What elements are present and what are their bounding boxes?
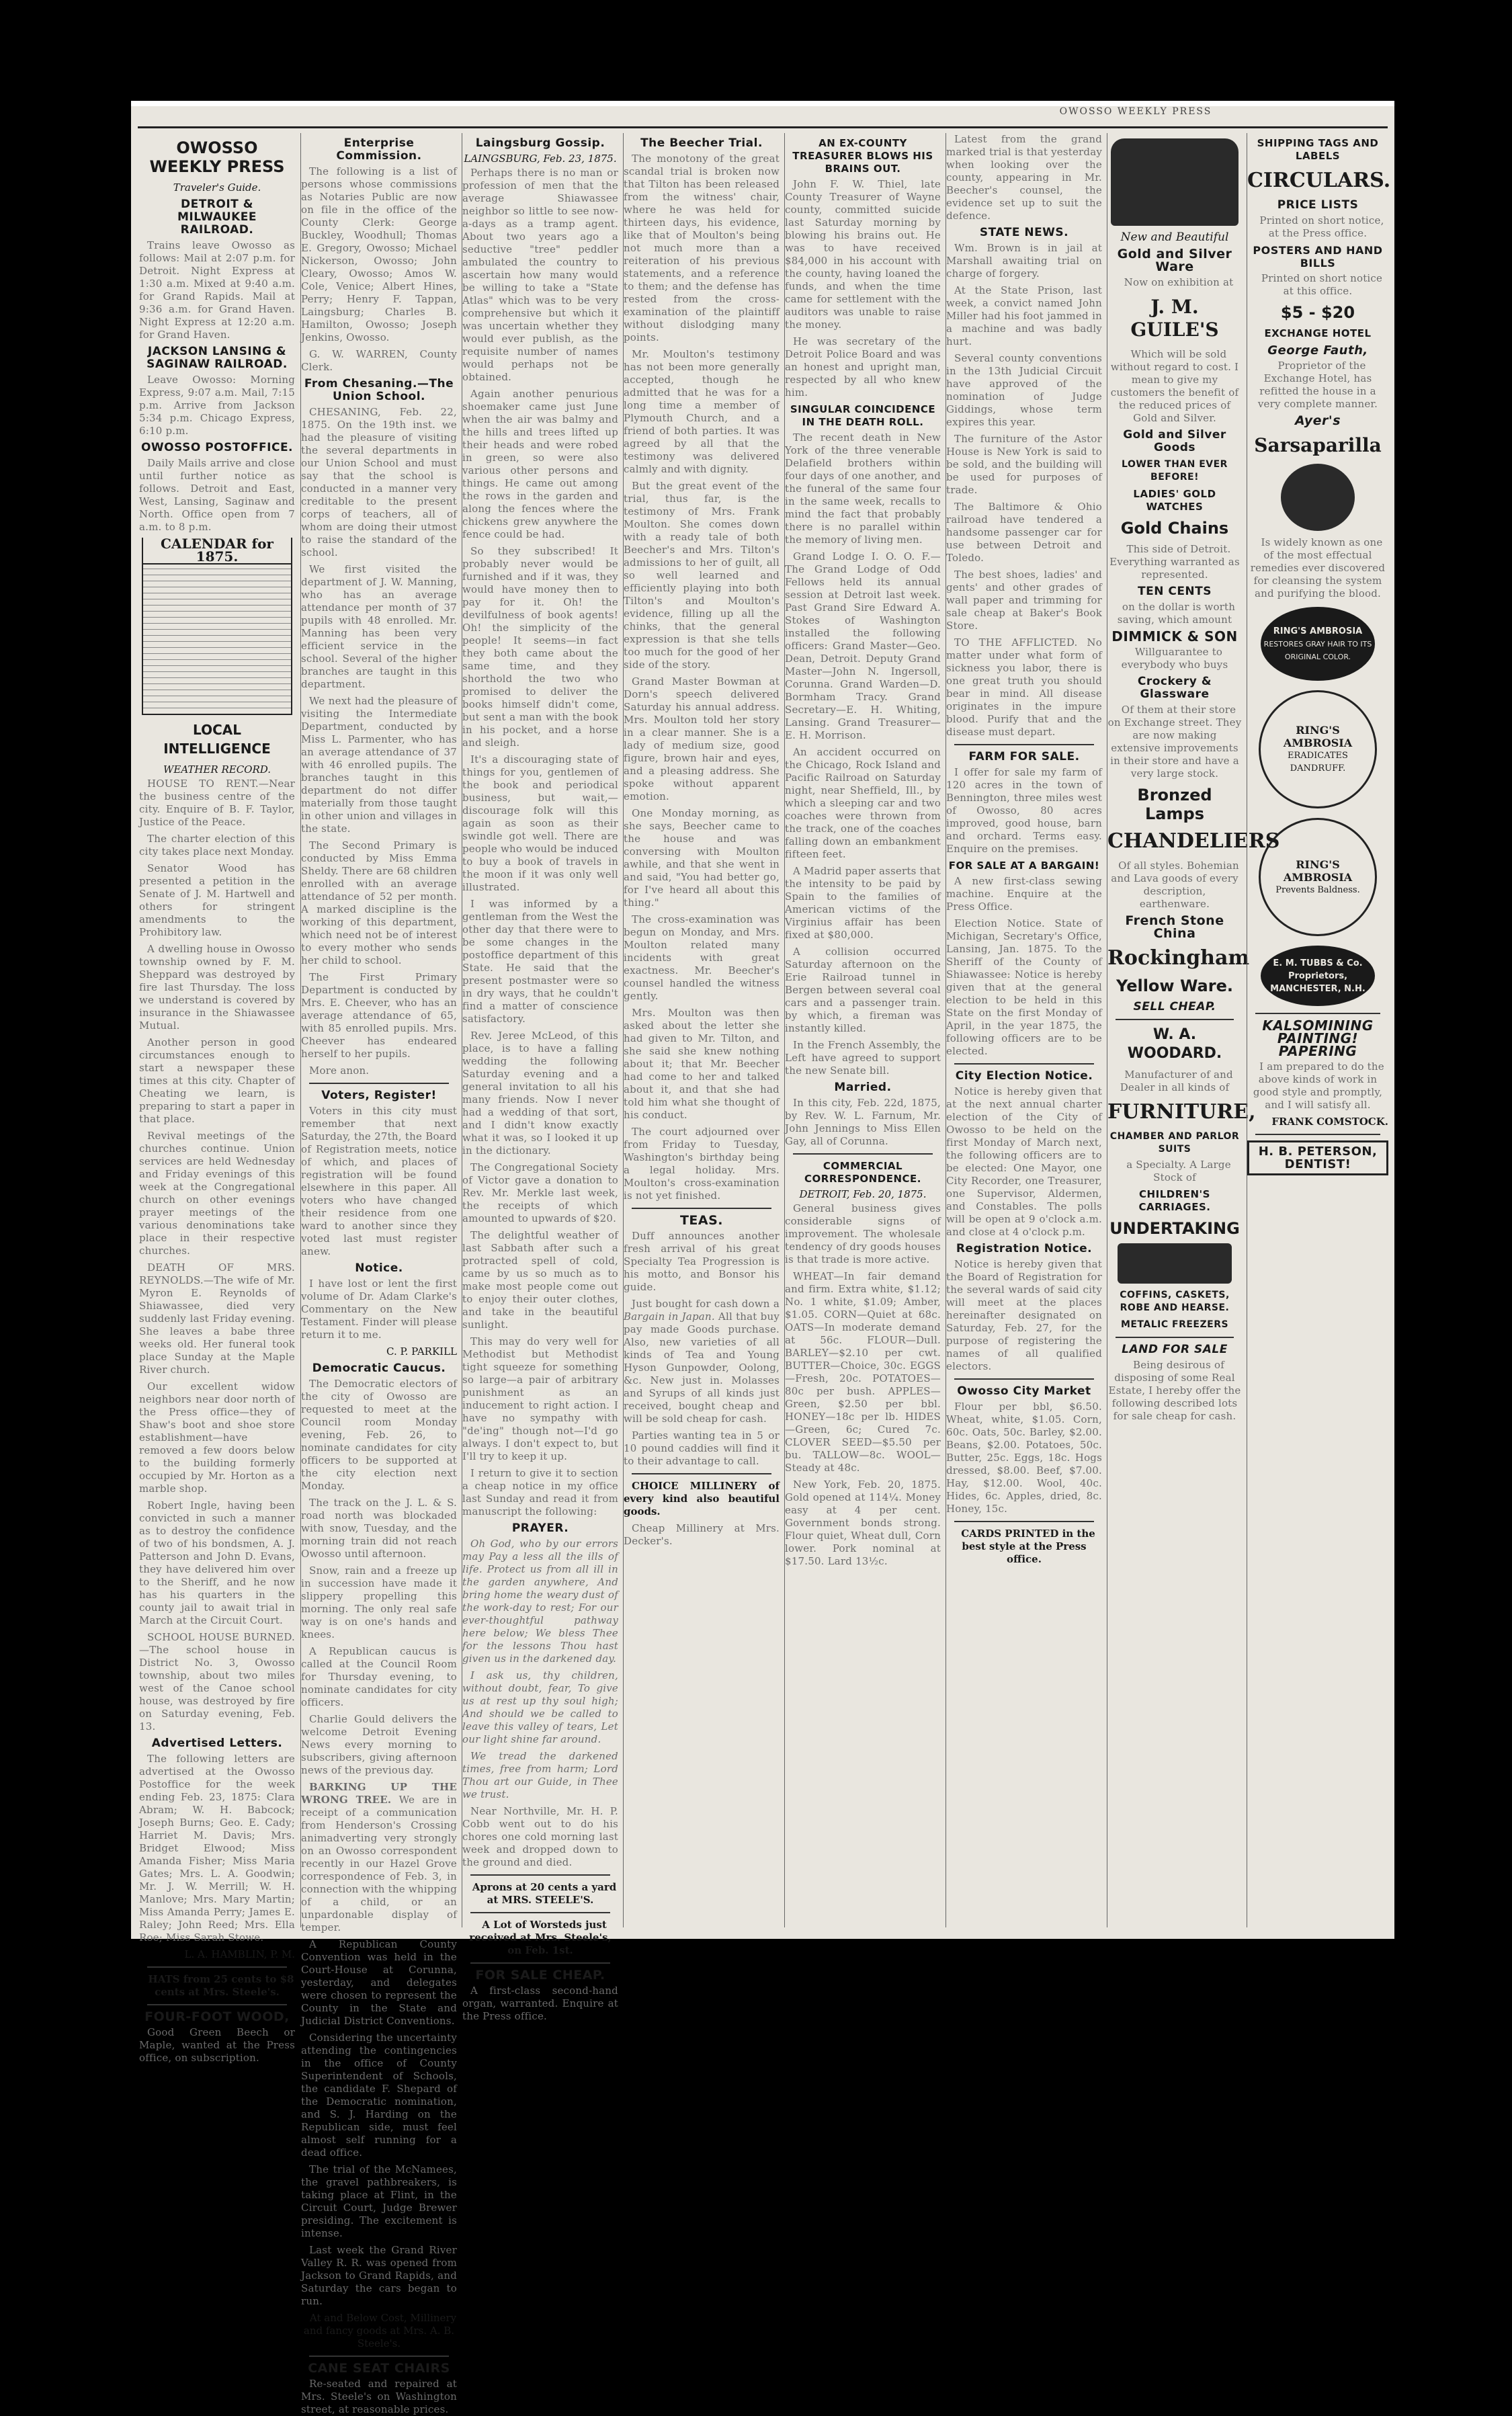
- laingsburg-gossip: Laingsburg Gossip.: [475, 136, 605, 150]
- commercial-corresp: COMMERCIAL CORRESPONDENCE.: [804, 1160, 921, 1185]
- circulars: CIRCULARS.: [1247, 169, 1391, 192]
- gold-chains: Gold Chains: [1120, 519, 1229, 538]
- scan-edge: [131, 101, 1394, 106]
- crockery: Crockery & Glassware: [1137, 675, 1212, 701]
- voters-register: Voters, Register!: [321, 1089, 437, 1102]
- stone-china: French Stone China: [1125, 913, 1224, 941]
- post-office: OWOSSO POSTOFFICE.: [140, 441, 294, 454]
- aprons-ad: Aprons at 20 cents a yard at MRS. STEELE'S.: [472, 1881, 617, 1906]
- rr-detroit-milwaukee: DETROIT & MILWAUKEE RAILROAD.: [177, 198, 257, 237]
- top-rule: [138, 126, 1388, 128]
- cost-notice: At and Below Cost, Millinery and fancy goods at Mrs. A. B. Steele's.: [303, 2312, 457, 2349]
- local-intelligence: LOCAL INTELLIGENCE: [163, 722, 271, 757]
- married: Married.: [834, 1081, 892, 1094]
- treasurer-headline: AN EX-COUNTY TREASURER BLOWS HIS BRAINS OUT.: [792, 137, 933, 175]
- prayer: PRAYER.: [511, 1522, 569, 1535]
- column-6: Latest from the grand marked trial is that yesterday when looking over the county, appearing in Mr. Beecher's counsel, the evidence set up to suit the defence. STATE NEWS. Wm. Brown is in jail at Marshall awaiting trial on charge of forgery. At the State Prison, last week, a convict named John Miller had his foot jammed in a machine and was badly hurt. Several county conventions in the 13th Judicial Circuit have approved of the nomination of Judge Giddings, whose term expires this year. The furniture of the Astor House is New York is said to be sold, and the building will be used for purposes of trade. The Baltimore & Ohio railroad have tendered a handsome passenger car for use between Detroit and Toledo. The best shoes, ladies' and gents' and other grades of wall paper and trimming for sale cheap at Baker's Book Store. TO THE AFFLICTED. No matter under what form of sickness you labor, there is one great truth you should bear in mind. All disease originates in the impure blood. Purify that and the disease must depart. FARM FOR SALE. I offer for sale my farm of 120 acres in the town of Bennington, three miles west of Owosso, 80 acres improved, good house, barn and orchard. Terms easy. Enquire on the premises. FOR SALE AT A BARGAIN! A new first-class sewing machine. Enquire at the Press Office. Election Notice. State of Michigan, Secretary's Office, Lansing, Jan. 1875. To the Sheriff of the County of Shiawassee: Notice is hereby given that at the general election to be held in this State on the first Monday of April, in the year 1875, the following officers are to be elected. City Election Notice. Notice is hereby given that at the next annual charter election of the City of Owosso to be held on the first Monday of March next, the following officers are to be elected: One Mayor, one City Recorder, one Treasurer, one Supervisor, Aldermen, and Constables. The polls will be open at 9 o'clock a.m. and close at 4 o'clock p.m. Registration Notice. Notice is hereby given that the Board of Registration for the several wards of said city will meet at the places hereinafter designated on Saturday, Feb. 27, for the purpose of registering the names of all qualified electors. Owosso City Market Flour per bbl, $6.50. Wheat, white, $1.05. Corn, 60c. Oats, 50c. Barley, $2.00. Beans, $2.00. Potatoes, 50c. Butter, 25c. Eggs, 18c. Hogs dressed, $8.00. Beef, $7.00. Hay, $12.00. Wool, 40c. Hides, 6c. Apples, dried, 8c. Honey, 15c. CARDS PRINTED in the best style at the Press office.: [946, 133, 1102, 1927]
- calendar-1875: CALENDAR for 1875.: [142, 538, 292, 715]
- column-7: New and Beautiful Gold and Silver Ware Now on exhibition at J. M. GUILE'S Which will be sold without regard to cost. I mean to give my customers the benefit of the reduced prices of Gold and Silver. Gold and Silver Goods LOWER THAN EVER BEFORE! LADIES' GOLD WATCHES Gold Chains This side of Detroit. Everything warranted as represented. TEN CENTS on the dollar is worth saving, which amount DIMMICK & SON Willguarantee to everybody who buys Crockery & Glassware Of them at their store on Exchange street. They are now making extensive improvements in their store and have a very large stock. Bronzed Lamps CHANDELIERS Of all styles. Bohemian and Lava goods of every description, earthenware. French Stone China Rockingham Yellow Ware. SELL CHEAP. W. A. WOODARD. Manufacturer of and Dealer in all kinds of FURNITURE, CHAMBER AND PARLOR SUITS a Specialty. A Large Stock of CHILDREN'S CARRIAGES. UNDERTAKING COFFINS, CASKETS, ROBE AND HEARSE. METALIC FREEZERS LAND FOR SALE Being desirous of disposing of some Real Estate, I hereby offer the following described lots for sale cheap for cash.: [1107, 133, 1242, 1927]
- ayers: Ayer's: [1294, 413, 1341, 428]
- postmaster-sig: L. A. HAMBLIN, P. M.: [184, 1948, 295, 1960]
- bronzed-lamps: Bronzed Lamps: [1137, 786, 1212, 823]
- paper-title: OWOSSO WEEKLY PRESS: [149, 138, 285, 176]
- column-1: OWOSSO WEEKLY PRESS Traveler's Guide. DETROIT & MILWAUKEE RAILROAD. Trains leave Owosso as follows: Mail at 2:07 p.m. for Detroit. Night Express at 1:30 a.m. Mixed at 9:40 a.m. for Grand Rapids. Mail at 9:36 a.m. for Grand Haven. Night Express at 12:20 a.m. for Grand Haven. JACKSON LANSING & SAGINAW RAILROAD. Leave Owosso: Morning Express, 9:07 a.m. Mail, 7:15 p.m. Arrive from Jackson 5:34 p.m. Chicago Express, 6:10 p.m. OWOSSO POSTOFFICE. Daily Mails arrive and close until further notice as follows. Detroit and East, West, Lansing, Saginaw and North. Office open from 7 a.m. to 8 p.m. CALENDAR for 1875. LOCAL INTELLIGENCE WEATHER RECORD. HOUSE TO RENT.—Near the business centre of the city. Enquire of B. F. Taylor, Justice of the Peace. The charter election of this city takes place next Monday. Senator Wood has presented a petition in the Senate of J. M. Hartwell and others for stringent amendments to the Prohibitory law. A dwelling house in Owosso township owned by F. M. Sheppard was destroyed by fire last Thursday. The loss we understand is covered by insurance in the Shiawassee Mutual. Another person in good circumstances enough to start a newspaper these times at this city. Chapter of Cheating we learn, is preparing to start a paper in that place. Revival meetings of the churches continue. Union services are held Wednesday and Friday evenings of this week at the Congregational church on other evenings prayer meetings of the various denominations take place in their respective churches. DEATH OF MRS. REYNOLDS.—The wife of Mr. Myron E. Reynolds of Shiawassee, died very suddenly last Friday evening. She leaves a babe three weeks old. Her funeral took place Sunday at the Maple River church. Our excellent widow neighbors near door north of the Press office—they of Shaw's boot and shoe store establishment—have removed a few doors below to the building formerly occupied by Mr. Horton as a marble shop. Robert Ingle, having been convicted in such a manner as to destroy the confidence of two of his bondsmen, A. J. Patterson and John D. Evans, they have delivered him over to the Sheriff, and he now has his quarters in the county jail to await trial in March at the Circuit Court. SCHOOL HOUSE BURNED.—The school house in District No. 3, Owosso township, about two miles west of the Canoe school house, was destroyed by fire on Saturday evening, Feb. 13. Advertised Letters. The following letters are advertised at the Owosso Postoffice for the week ending Feb. 23, 1875: Clara Abram; W. H. Babcock; Joseph Burns; Geo. E. Cady; Harriet M. Davis; Mrs. Bridget Elwood; Miss Amanda Fisher; Miss Maria Gates; Mrs. L. A. Goodwin; Mr. J. W. Merrill; W. H. Manlove; Mrs. Mary Martin; Miss Amanda Perry; James E. Raley; John Reed; Mrs. Ella Roe; Miss Sarah Stowe. L. A. HAMBLIN, P. M. HATS from 25 cents to $8 cents at Mrs. Steele's. FOUR-FOOT WOOD, Good Green Beech or Maple, wanted at the Press office, on subscription.: [139, 138, 295, 2064]
- farm-for-sale: FARM FOR SALE.: [968, 750, 1080, 763]
- column-4: The Beecher Trial. The monotony of the great scandal trial is broken now that Tilton has been released from the witness' chair, where he was held for thirteen days, his evidence, like that of Moulton's being not much more than a reiteration of his previous statements, and a reference to them; and the defense has rested from the cross-examination of the plaintiff without dislodging many points. Mr. Moulton's testimony has not been more generally accepted, though he admitted that he was for a long time a member of Plymouth Church, and a friend of both parties. It was agreed by all that the testimony was delivered calmly and with dignity. But the great event of the trial, thus far, is the testimony of Mrs. Frank Moulton. She comes down with a ready tale of both Beecher's and Mrs. Tilton's admissions to her of guilt, all so well learned and efficiently playing into both Tilton's and Moulton's evidence, filling up all the chinks, that the general expression is that she tells too much for the good of her side of the story. Grand Master Bowman at Dorn's speech delivered Saturday his annual address. Mrs. Moulton told her story in a clear manner. She is a lady of medium size, good figure, brown hair and eyes, and a pleasing address. She spoke without apparent emotion. One Monday morning, as she says, Beecher came to the house and was conversing with Moulton awhile, and that she went in and said, "You had better go, for I've heard all about this thing." The cross-examination was begun on Monday, and Mrs. Moulton related many incidents with great exactness. Mr. Beecher's counsel handled the witness gently. Mrs. Moulton was then asked about the letter she had given to Mr. Tilton, and she said she knew nothing about it; that Mr. Beecher had come to her and talked about it, and that she had told him what she thought of his conduct. The court adjourned over from Friday to Tuesday, Washington's birthday being a legal holiday. Mrs. Moulton's cross-examination is not yet finished. TEAS. Duff announces another fresh arrival of his great Specialty Tea Progression is his motto, and Bonsor his guide. Just bought for cash down a Bargain in Japan. All that buy pay made Goods purchase. Also, new varieties of all kinds of Tea and Young Hyson Gunpowder, Oolong, &c. New just in. Molasses and Syrups of all kinds just received, bought cheap and will be sold cheap for cash. Parties wanting tea in 5 or 10 pound caddies will find it to their advantage to call. CHOICE MILLINERY of every kind also beautiful goods. Cheap Millinery at Mrs. Decker's.: [623, 133, 780, 1927]
- guiles: J. M. GUILE'S: [1130, 296, 1219, 341]
- posters: POSTERS AND HAND BILLS: [1253, 244, 1383, 269]
- cards-printed: CARDS PRINTED in the best style at the Press office.: [961, 1528, 1095, 1565]
- city-market: Owosso City Market: [957, 1384, 1091, 1398]
- gold-silver-goods: Gold and Silver Goods: [1123, 428, 1226, 454]
- new-beautiful: New and Beautiful: [1120, 231, 1229, 244]
- undertaking: UNDERTAKING: [1109, 1219, 1240, 1238]
- worsteds-ad: A Lot of Worsteds just received at Mrs. Steele's, on Feb. 1st.: [469, 1919, 612, 1956]
- shipping-tags: SHIPPING TAGS AND LABELS: [1257, 137, 1379, 162]
- sell-cheap: SELL CHEAP.: [1133, 1000, 1216, 1013]
- hats-ad: HATS from 25 cents to $8 cents at Mrs. Steele's.: [148, 1973, 294, 1998]
- millinery-ad: CHOICE MILLINERY of every kind also beautiful goods.: [624, 1480, 780, 1517]
- parkill-sig: C. P. PARKILL: [386, 1345, 457, 1358]
- column-3: Laingsburg Gossip. LAINGSBURG, Feb. 23, 1875. Perhaps there is no man or profession of men that the average Shiawassee neighbor so little to see now-a-days as a tramp agent. About two years ago a seductive "tree" peddler ambulated the country to ascertain how many would be willing to take a "State Atlas" which was to be very comprehensive but which it was uncertain whether they would ever publish, as the requisite number of names would perhaps not be obtained. Again another penurious shoemaker came just June when the air was balmy and the hills and trees lifted up their heads and were robed in green, so were also various other persons and things. He came out among the rows in the garden and along the fences where the chickens grew anywhere the fence could be had. So they subscribed! It probably never would be furnished and if it was, they would have money then to pay for it. Oh! the devilfulness of book agents! Oh! the simplicity of the people! It seems—in fact they both came about the same time, and they shorthold the two who promised to deliver the books himself didn't come, but sent a man with the book in his pocket, and a horse and sleigh. It's a discouraging state of things for you, gentlemen of the book and periodical business, but wait,—discourage folk will this again as soon as their swindle got well. There are people who would be induced to buy a book of travels in the moon if it was only well illustrated. I was informed by a gentleman from the West the other day that there were to be some changes in the postoffice department of this State. He said that the present postmaster were so in dry ways, that he couldn't find a matter of conscience satisfactory. Rev. Jeree McLeod, of this place, is to have a falling wedding the following Saturday evening and a general invitation to all his many friends. Now I never had a wedding of that sort, and I didn't know exactly what it was, so I looked it up in the dictionary. The Congregational Society of Victor gave a donation to Rev. Mr. Merkle last week, the receipts of which amounted to upwards of $20. The delightful weather of last Sabbath after such a protracted spell of cold, came by us so much as to make most people come out to enjoy their outer clothes, and take in the beautiful sunlight. This may do very well for Methodist but Methodist tight squeeze for something so large—a pair of arbitrary punishment as an inducement to right action. I have no sympathy with "de'ing" though not—I'd go always. I don't expect to, but I'll try to keep it up. I return to give it to section a cheap notice in my office last Sunday and read it from manuscript the following: PRAYER. Oh God, who by our errors may Pay a less all the ills of life. Protect us from all ill in the garden anywhere, And bring home the weary dust of the work-day to rest; For our ever-thoughtful pathway here below; We bless Thee for the lessons Thou hast given us in the darkened day. I ask us, thy children, without doubt, fear, To give us at rest up thy soul high; And should we be called to leave this valley of tears, Let our light shine far around. We tread the darkened times, free from harm; Lord Thou art our Guide, in Thee we trust. Near Northville, Mr. H. P. Cobb went out to do his chores one cold morning last week and dropped down to the ground and died. Aprons at 20 cents a yard at MRS. STEELE'S. A Lot of Worsteds just received at Mrs. Steele's, on Feb. 1st. FOR SALE CHEAP. A first-class second-hand organ, warranted. Enquire at the Press office.: [462, 133, 618, 1927]
- chesaning-union-school: From Chesaning.—The Union School.: [304, 377, 454, 403]
- barking-up: BARKING UP THE WRONG TREE. We are in receipt of a communication from Henderson's Crossing animadverting very strongly on an Owosso correspondent recently in our Hazel Grove correspondence of Feb. 3, in connection with the whipping of a child, or an unpardonable display of temper.: [301, 1781, 457, 1933]
- teas-ad: TEAS.: [679, 1213, 724, 1228]
- ambrosia-oval-1: RING'S AMBROSIA RESTORES GRAY HAIR TO ITS ORIGINAL COLOR.: [1261, 607, 1375, 681]
- ladies-watches: LADIES' GOLD WATCHES: [1133, 488, 1216, 513]
- land-for-sale: LAND FOR SALE: [1122, 1343, 1228, 1356]
- laingsburg-dateline: LAINGSBURG, Feb. 23, 1875.: [464, 153, 617, 165]
- rr-jackson-lansing: JACKSON LANSING & SAGINAW RAILROAD.: [146, 345, 288, 371]
- beecher-trial: The Beecher Trial.: [640, 136, 763, 150]
- ambrosia-circle-2: RING'S AMBROSIA ERADICATES DANDRUFF.: [1259, 690, 1377, 808]
- column-8: SHIPPING TAGS AND LABELS CIRCULARS. PRICE LISTS Printed on short notice, at the Press office. POSTERS AND HAND BILLS Printed on short notice at this office. $5 - $20 EXCHANGE HOTEL George Fauth, Proprietor of the Exchange Hotel, has refitted the house in a very complete manner. Ayer's Sarsaparilla Is widely known as one of the most effectual remedies ever discovered for cleansing the system and purifying the blood. RING'S AMBROSIA RESTORES GRAY HAIR TO ITS ORIGINAL COLOR. RING'S AMBROSIA ERADICATES DANDRUFF. RING'S AMBROSIA Prevents Baldness. E. M. TUBBS & Co. Proprietors, MANCHESTER, N.H. KALSOMINING PAINTING! PAPERING I am prepared to do the above kinds of work in good style and promptly, and I will satisfy all. FRANK COMSTOCK. H. B. PETERSON, DENTIST!: [1247, 133, 1388, 1927]
- furniture: FURNITURE,: [1107, 1100, 1256, 1124]
- woodard: W. A. WOODARD.: [1127, 1026, 1222, 1062]
- cane-chairs: CANE SEAT CHAIRS: [308, 2361, 450, 2376]
- hearse-illustration: [1118, 1243, 1232, 1284]
- city-election-notice: City Election Notice.: [955, 1069, 1093, 1083]
- notice: Notice.: [355, 1261, 403, 1275]
- silverware-illustration: [1111, 138, 1238, 226]
- dentist: H. B. PETERSON, DENTIST!: [1247, 1140, 1388, 1175]
- rockingham: Rockingham: [1107, 946, 1250, 970]
- coincidence-headline: SINGULAR COINCIDENCE IN THE DEATH ROLL.: [790, 403, 936, 428]
- exchange-hotel: EXCHANGE HOTEL: [1264, 327, 1372, 339]
- travelers-guide: Traveler's Guide.: [173, 181, 261, 194]
- freezers: METALIC FREEZERS: [1120, 1319, 1229, 1330]
- ten-cents: TEN CENTS: [1137, 585, 1212, 598]
- newspaper-page: [131, 101, 1394, 2415]
- masthead: OWOSSO WEEKLY PRESS: [1059, 106, 1212, 117]
- ambrosia-circle-3: RING'S AMBROSIA Prevents Baldness.: [1259, 818, 1377, 936]
- column-2: Enterprise Commission. The following is a list of persons whose commissions as Notaries Public are now on file in the office of the County Clerk: George Buckley, Woodhull; Thomas E. Gregory, Owosso; Michael Nickerson, Owosso; John Cleary, Owosso; Amos W. Cole, Venice; Albert Hines, Perry; Henry F. Tappan, Laingsburg; Charles B. Hamilton, Owosso; Joseph Jenkins, Owosso. G. W. WARREN, County Clerk. From Chesaning.—The Union School. CHESANING, Feb. 22, 1875. On the 19th inst. we had the pleasure of visiting the several departments in our Union School and must say that the school is conducted in a manner very creditable to the present corps of teachers, all of whom are doing their utmost to raise the standard of the school. We first visited the department of J. W. Manning, who has an average attendance per month of 37 pupils with 48 enrolled. Mr. Manning has been very efficient service in the school. Several of the higher branches are taught in this department. We next had the pleasure of visiting the Intermediate Department, conducted by Miss L. Parmenter, who has an average attendance of 37 with 46 enrolled pupils. The branches taught in this department do not differ materially from those taught in other union and villages in the state. The Second Primary is conducted by Miss Emma Sheldy. There are 68 children enrolled with an average attendance of 52 per month. A marked discipline is the working of this department, which need not be of interest to every mother who sends her child to school. The First Primary Department is conducted by Mrs. E. Cheever, who has an average attendance of 65, with 85 enrolled pupils. Mrs. Cheever has endeared herself to her pupils. More anon. Voters, Register! Voters in this city must remember that next Saturday, the 27th, the Board of Registration meets, notice of which, and places of registration will be found elsewhere in this paper. All voters who have changed their residence from one ward to another since they voted last must register anew. Notice. I have lost or lent the first volume of Dr. Adam Clarke's Commentary on the New Testament. Finder will please return it to me. C. P. PARKILL Democratic Caucus. The Democratic electors of the city of Owosso are requested to meet at the Council room Monday evening, Feb. 26, to nominate candidates for city officers to be supported at the city election next Monday. The track on the J. L. & S. road north was blockaded with snow, Tuesday, and the morning train did not reach Owosso until afternoon. Snow, rain and a freeze up in succession have made it slippery propelling this morning. The only real safe way is on one's hands and knees. A Republican caucus is called at the Council Room for Thursday evening, to nominate candidates for city officers. Charlie Gould delivers the welcome Detroit Evening News every morning to subscribers, giving afternoon news of the previous day. BARKING UP THE WRONG TREE. We are in receipt of a communication from Henderson's Crossing animadverting very strongly on an Owosso correspondent recently in our Hazel Grove correspondence of Feb. 3, in connection with the whipping of a child, or an unpardonable display of temper. A Republican County Convention was held in the Court-House at Corunna, yesterday, and delegates were chosen to represent the County in the State and Judicial District Conventions. Considering the uncertainty attending the contingencies in the office of County Superintendent of Schools, the candidate F. Shepard of the Democratic nomination, and S. J. Harding on the Republican side, must feel almost self running for a dead office. The trial of the McNamees, the gravel pathbreakers, is taking place at Flint, in the Circuit Court, Judge Brewer presiding. The excitement is intense. Last week the Grand River Valley R. R. was opened from Jackson to Grand Rapids, and Saturday the cars began to run. At and Below Cost, Millinery and fancy goods at Mrs. A. B. Steele's. CANE SEAT CHAIRS Re-seated and repaired at Mrs. Steele's on Washington street, at reasonable prices.: [300, 133, 457, 1927]
- george-fauth: George Fauth,: [1267, 343, 1368, 358]
- weather-record: WEATHER RECORD.: [163, 763, 271, 776]
- childrens-carriages: CHILDREN'S CARRIAGES.: [1138, 1188, 1211, 1213]
- tubbs-oval: E. M. TUBBS & Co. Proprietors, MANCHESTER, N.H.: [1261, 946, 1375, 1006]
- gold-silver-ware: Gold and Silver Ware: [1117, 247, 1232, 274]
- column-5: AN EX-COUNTY TREASURER BLOWS HIS BRAINS OUT. John F. W. Thiel, late County Treasurer of Wayne county, committed suicide last Saturday morning by blowing his brains out. He was to have received $84,000 in his account with the county, having loaned the funds, and when the time came for settlement with the auditors was unable to raise the money. He was secretary of the Detroit Police Board and was an honest and upright man, respected by all who knew him. SINGULAR COINCIDENCE IN THE DEATH ROLL. The recent death in New York of the three venerable Delafield brothers within four days of one another, and the funeral of the same four in the same week, recalls to mind the fact that probably there is no parallel within the memory of living men. Grand Lodge I. O. O. F.—The Grand Lodge of Odd Fellows held its annual session at Detroit last week. Past Grand Sire Edward A. Stokes of Washington installed the following officers: Grand Master—Geo. Dean, Detroit. Deputy Grand Master—John N. Ingersoll, Corunna. Grand Warden—D. Bormham Tracy. Grand Secretary—E. H. Whiting, Lansing. Grand Treasurer—E. H. Morrison. An accident occurred on the Chicago, Rock Island and Pacific Railroad on Saturday night, near Sheffield, Ill., by which a sleeping car and two coaches were thrown from the track, one of the coaches falling down an embankment fifteen feet. A Madrid paper asserts that the intensity to be paid by Spain to the families of American victims of the Virginius affair has been fixed at $80,000. A collision occurred Saturday afternoon on the Erie Railroad tunnel in Bergen between several coal cars and a passenger train. by which, a fireman was instantly killed. In the French Assembly, the Left have agreed to support the new Senate bill. Married. In this city, Feb. 22d, 1875, by Rev. W. L. Farnum, Mr. John Jennings to Miss Ellen Gay, all of Corunna. COMMERCIAL CORRESPONDENCE. DETROIT, Feb. 20, 1875. General business gives considerable signs of improvement. The wholesale tendency of dry goods houses is that trade is more active. WHEAT—In fair demand and firm. Extra white, $1.12; No. 1 white, $1.09; Amber, $1.05. CORN—Quiet at 68c. OATS—In moderate demand at 56c. FLOUR—Dull. BARLEY—$2.10 per cwt. BUTTER—Choice, 30c. EGGS—Fresh, 20c. POTATOES—80c per bush. APPLES—Green, $2.50 per bbl. HONEY—18c per lb. HIDES—Green, 6c; Cured 7c. CLOVER SEED—$5.50 per bu. TALLOW—8c. WOOL—Steady at 48c. New York, Feb. 20, 1875. Gold opened at 114¼. Money easy at 4 per cent. Government bonds strong. Flour quiet, Wheat dull, Corn lower. Pork nominal at $17.50. Lard 13½c.: [784, 133, 941, 1927]
- enterprise-commission: Enterprise Commission.: [336, 136, 422, 163]
- sarsaparilla: Sarsaparilla: [1254, 434, 1382, 456]
- state-news: STATE NEWS.: [979, 226, 1069, 239]
- chandeliers: CHANDELIERS: [1107, 829, 1280, 853]
- price-lists: PRICE LISTS: [1277, 198, 1359, 212]
- per-day-ad: $5 - $20: [1280, 303, 1355, 322]
- bird-illustration: [1281, 464, 1355, 531]
- kalsomining: KALSOMINING PAINTING! PAPERING: [1262, 1017, 1374, 1059]
- coffins: COFFINS, CASKETS, ROBE AND HEARSE.: [1120, 1290, 1230, 1313]
- comstock-sig: FRANK COMSTOCK.: [1271, 1116, 1388, 1128]
- advertised-letters: Advertised Letters.: [151, 1737, 283, 1750]
- registration-notice: Registration Notice.: [956, 1242, 1093, 1255]
- yellow-ware: Yellow Ware.: [1116, 976, 1233, 995]
- bargain-sale: FOR SALE AT A BARGAIN!: [948, 860, 1100, 872]
- wood-ad: FOUR-FOOT WOOD,: [144, 2009, 290, 2024]
- chamber-suits: CHAMBER AND PARLOR SUITS: [1109, 1131, 1240, 1155]
- commercial-dateline: DETROIT, Feb. 20, 1875.: [799, 1188, 927, 1200]
- dimmick-son: DIMMICK & SON: [1111, 628, 1238, 644]
- lower-than-ever: LOWER THAN EVER BEFORE!: [1122, 459, 1228, 483]
- democratic-caucus: Democratic Caucus.: [312, 1362, 446, 1375]
- for-sale-cheap: FOR SALE CHEAP.: [475, 1968, 605, 1983]
